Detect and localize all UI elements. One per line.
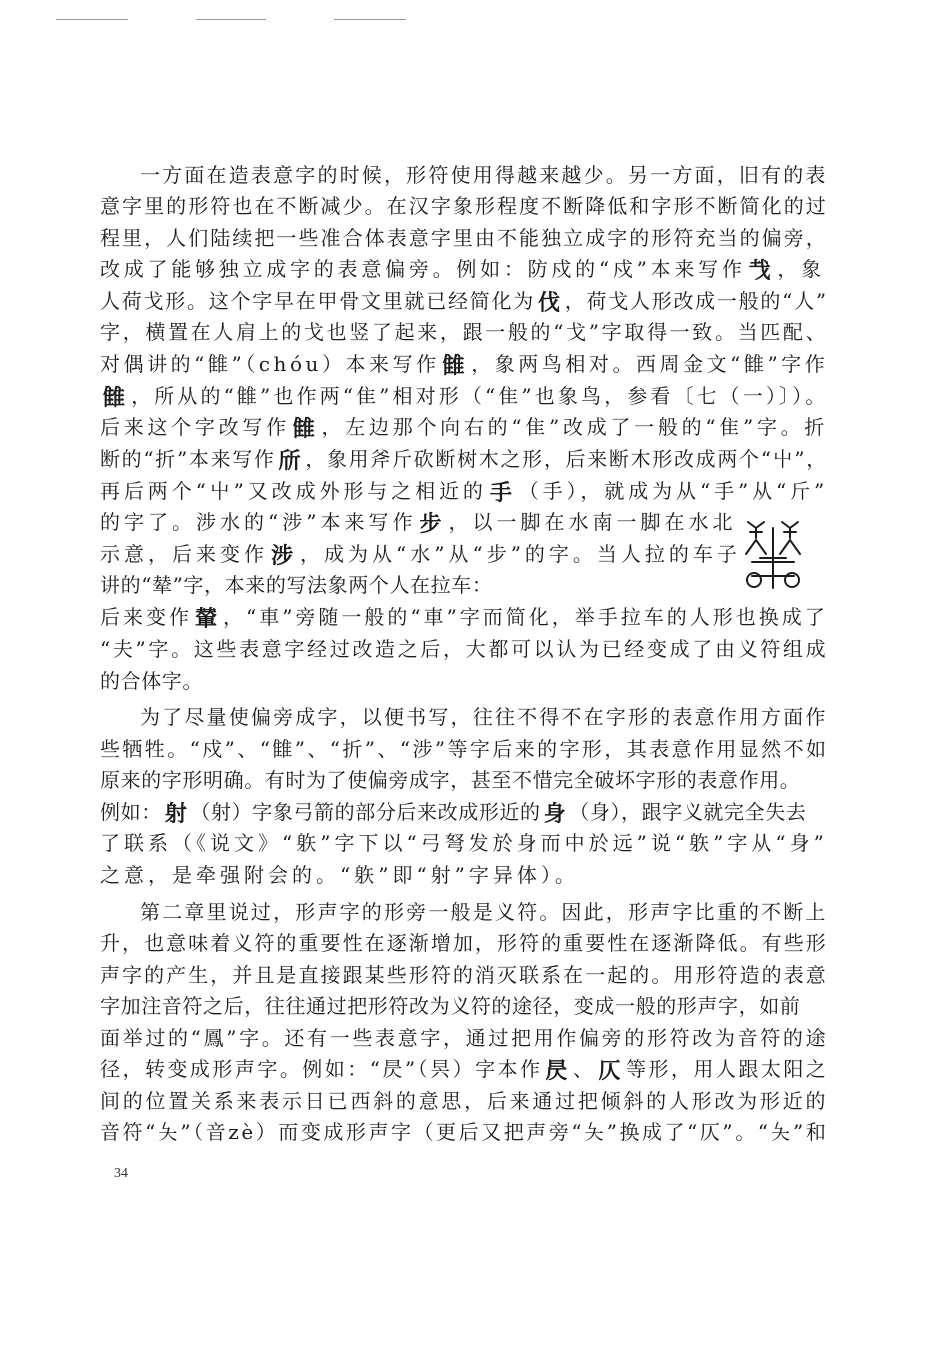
ancient-glyph: 涉	[271, 543, 298, 569]
ancient-glyph: 斦	[278, 448, 303, 474]
text-line: 改成了能够独立成字的表意偏旁。例如：防戍的“戍”本来写作 𢦏 ，象	[100, 257, 825, 284]
ancient-glyph: 射	[164, 801, 188, 827]
text-line: 升，也意味着义符的重要性在逐渐增加，形符的重要性在逐渐降低。有些形	[100, 931, 828, 955]
text-line: 的字了。涉水的“涉”本来写作 步 ，以一脚在水南一脚在水北	[100, 510, 737, 537]
text-line: 字，横置在人肩上的戈也竖了起来，跟一般的“戈”字取得一致。当匹配、	[100, 320, 829, 344]
ancient-glyph: 手	[489, 480, 516, 506]
text-line: 人荷戈形。这个字早在甲骨文里就已经简化为 伐 ，荷戈人形改成一般的“人”	[100, 289, 828, 316]
ancient-glyph: 步	[419, 511, 446, 537]
text-line: 讲的“辇”字，本来的写法象两个人在拉车：	[100, 573, 493, 597]
ancient-glyph: 仄	[598, 1058, 623, 1084]
text-line: 为了尽量使偏旁成字，以便书写，往往不得不在字形的表意作用方面作	[140, 705, 828, 729]
ancient-glyph: 伐	[537, 290, 562, 316]
text-line: 声字的产生，并且是直接跟某些形符的消灭联系在一起的。用形符造的表意	[100, 963, 828, 987]
text-line: 程里，人们陆续把一些准合体表意字里由不能独立成字的形符充当的偏旁，	[100, 226, 828, 250]
nian-oracle-illustration	[738, 518, 808, 590]
header-rule	[334, 19, 406, 20]
text-line: 面举过的“鳳”字。还有一些表意字，通过把用作偏旁的形符改为音符的途	[100, 1026, 829, 1050]
text-line: 后来这个字改写作 雔 ，左边那个向右的“隹”改成了一般的“隹”字。折	[100, 415, 829, 442]
ancient-glyph: 雔	[442, 353, 469, 379]
ancient-glyph: 𢦏	[748, 258, 775, 284]
text-line: 音符“夨”（音zè）而变成形声字（更后又把声旁“夨”换成了“仄”。“夨”和	[100, 1120, 829, 1144]
text-line: 第二章里说过，形声字的形旁一般是义符。因此，形声字比重的不断上	[140, 900, 828, 924]
text-line: 后来变作 輦 ，“車”旁随一般的“車”字而简化，举手拉车的人形也换成了	[100, 605, 828, 632]
text-line: 意字里的形符也在不断减少。在汉字象形程度不断降低和字形不断简化的过	[100, 194, 828, 218]
text-line: 示意，后来变作 涉 ，成为从“水”从“步”的字。当人拉的车子	[100, 542, 741, 569]
text-line: “夫”字。这些表意字经过改造之后，大都可以认为已经变成了由义符组成	[100, 637, 829, 661]
text-line: 些牺牲。“戍”、“雔”、“折”、“涉”等字后来的字形，其表意作用显然不如	[100, 737, 829, 761]
text-line: 雔 ，所从的“雔”也作两“隹”相对形（“隹”也象鸟，参看〔七（一）〕）。	[103, 384, 829, 411]
text-line: 了联系（《说文》“䠶”字下以“弓弩发於身而中於远”说“䠶”字从“身”	[100, 831, 828, 855]
text-line: 例如： 射 （射）字象弓箭的部分后来改成形近的 身 （身），跟字义就完全失去	[100, 800, 807, 827]
text-line: 对偶讲的“雔”（chóu）本来写作 雔 ，象两鸟相对。西周金文“雔”字作	[100, 352, 829, 379]
page-number: 34	[114, 1166, 128, 1181]
ancient-glyph: 昃	[545, 1058, 570, 1084]
text-line: 径，转变成形声字。例如：“昃”（昗）字本作 昃 、 仄 等形，用人跟太阳之	[100, 1057, 829, 1084]
text-line: 字加注音符之后，往往通过把形符改为义符的途径，变成一般的形声字，如前	[100, 994, 801, 1018]
header-rule	[196, 19, 266, 20]
text-line: 之意，是牵强附会的。“䠶”即“射”字异体）。	[100, 863, 579, 887]
ancient-glyph: 輦	[194, 606, 220, 632]
header-rule	[56, 19, 128, 20]
ancient-glyph: 雔	[103, 385, 129, 411]
text-line: 再后两个“屮”又改成外形与之相近的 手 （手），就成为从“手”从“斤”	[100, 479, 829, 506]
text-line: 一方面在造表意字的时候，形符使用得越来越少。另一方面，旧有的表	[140, 163, 828, 187]
text-line: 的合体字。	[100, 669, 203, 693]
text-line: 间的位置关系来表示日已西斜的意思，后来通过把倾斜的人形改为形近的	[100, 1089, 829, 1113]
text-line: 断的“折”本来写作 斦 ，象用斧斤砍断树木之形，后来断木形改成两个“屮”，	[100, 447, 828, 474]
ancient-glyph: 雔	[292, 416, 319, 442]
text-line: 原来的字形明确。有时为了使偏旁成字，甚至不惜完全破坏字形的表意作用。	[100, 768, 801, 792]
ancient-glyph: 身	[543, 801, 567, 827]
